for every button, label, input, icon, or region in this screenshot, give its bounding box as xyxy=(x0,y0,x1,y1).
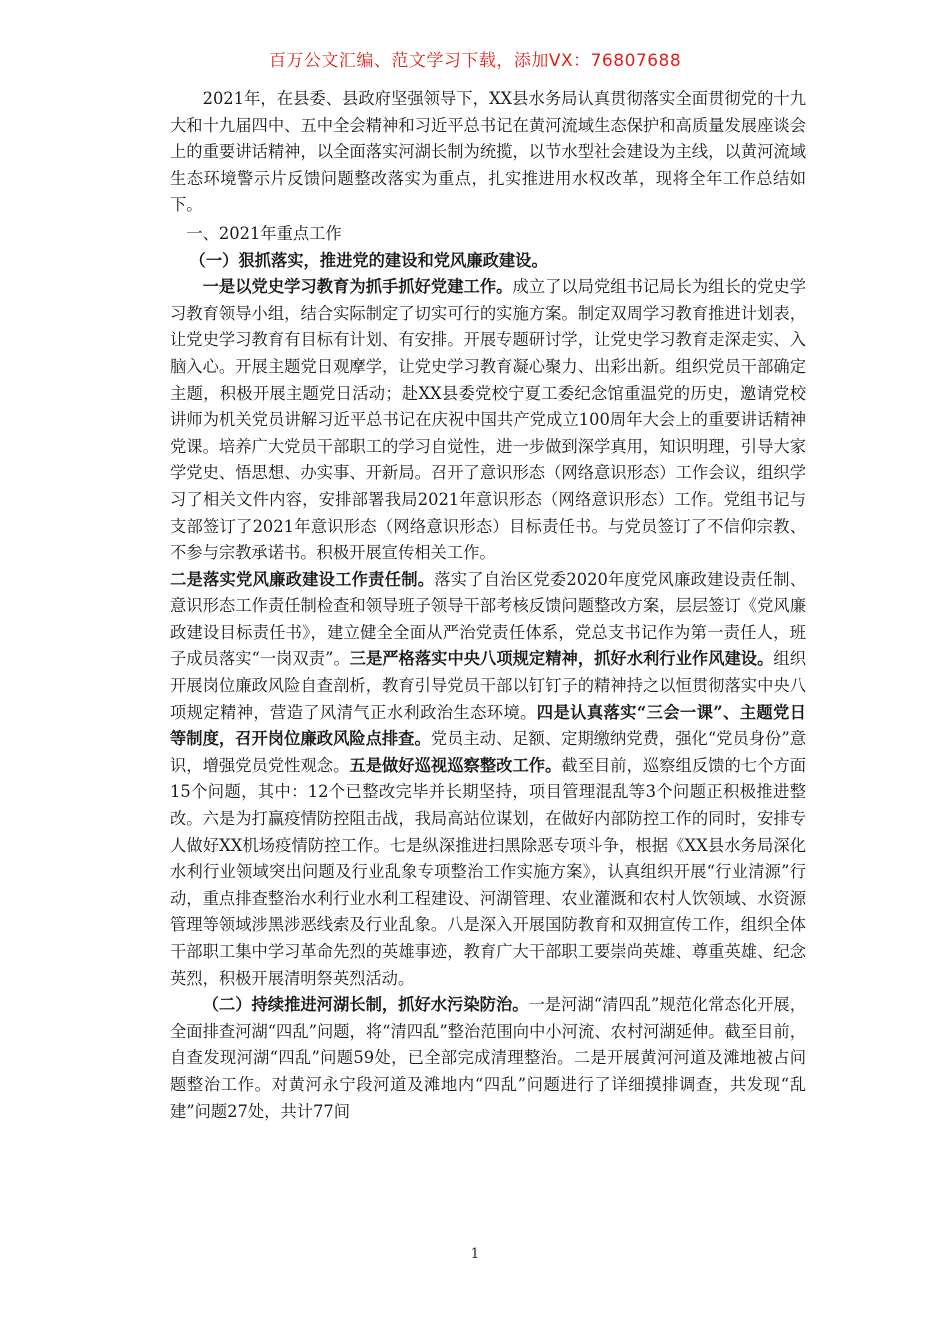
paragraph-lead: 一是以党史学习教育为抓手抓好党建工作。 xyxy=(202,277,513,297)
paragraph-text: 一是河湖“清四乱”规范化常态化开展，全面排查河湖“四乱”问题，将“清四乱”整治范围向中小河流、农村河湖延伸。截至目前，自查发现河湖“四乱”问题59处，已全部完成清理整治。二是开展黄河河道及滩地被占问题整治工作。对黄河永宁段河道及滩地内“四乱”问题进行了详细摸排调查，共发现“乱建”问题27处，共计77间 xyxy=(170,995,806,1121)
body-paragraph xyxy=(170,992,806,1125)
body-paragraph xyxy=(170,567,806,993)
header-banner: 百万公文汇编、范文学习下载，添加VX：76807688 xyxy=(268,51,682,71)
paragraph-lead: 四是认真落实“三会一课”、主题党日等制度，召开岗位廉政风险点排查。 xyxy=(170,702,806,749)
paragraph-lead: 二是落实党风廉政建设工作责任制。 xyxy=(170,569,435,589)
page-number: 1 xyxy=(470,1246,480,1262)
paragraph-text: 组织开展岗位廉政风险自查剖析，教育引导党员干部以钉钉子的精神持之以恒贯彻落实中央八项规定精神，营造了风清气正水利政治生态环境。 xyxy=(170,649,806,722)
subsection-heading: （一）狠抓落实，推进党的建设和党风廉政建设。 xyxy=(189,250,548,270)
paragraph-text: 党员主动、足额、定期缴纳党费，强化“党员身份”意识，增强党员党性观念。 xyxy=(170,729,806,775)
paragraph-text: 落实了自治区党委2020年度党风廉政建设责任制、意识形态工作责任制检查和领导班子领导干部考核反馈问题整改方案，层层签订《党风廉政建设目标责任书》，建立健全全面从严治党责任体系，党总支书记作为第一责任人，班子成员落实“一岗双责”。 xyxy=(170,569,806,669)
paragraph-text: 截至目前，巡察组反馈的七个方面15个问题，其中：12个已整改完毕并长期坚持，项目管理混乱等3个问题正积极推进整改。六是为打赢疫情防控阻击战，我局高站位谋划，在做好内部防控工作的同时，安排专人做好XX机场疫情防控工作。七是纵深推进扫黑除恶专项斗争，根据《XX县水务局深化水利行业领域突出问题及行业乱象专项整治工作实施方案》，认真组织开展“行业清源”行动，重点排查整治水利行业水利工程建设、河湖管理、农业灌溉和农村人饮领域、水资源管理等领域涉黑涉恶线索及行业乱象。八是深入开展国防教育和双拥宣传工作，组织全体干部职工集中学习革命先烈的英雄事迹，教育广大干部职工要崇尚英雄、尊重英雄、纪念英烈，积极开展清明祭英烈活动。 xyxy=(170,755,806,988)
subsection-heading-inline: （二）持续推进河湖长制，抓好水污染防治。 xyxy=(202,995,529,1015)
section-heading: 一、2021年重点工作 xyxy=(186,223,342,243)
intro-paragraph: 2021年，在县委、县政府坚强领导下，XX县水务局认真贯彻落实全面贯彻党的十九大和十九届四中、五中全会精神和习近平总书记在黄河流域生态保护和高质量发展座谈会上的重要讲话精神，以全面落实河湖长制为统揽，以节水型社会建设为主线，以黄河流域生态环境警示片反馈问题整改落实为重点，扎实推进用水权改革，现将全年工作总结如下。 xyxy=(170,89,806,215)
paragraph-lead: 五是做好巡视巡察整改工作。 xyxy=(349,755,562,775)
body-paragraph xyxy=(170,274,806,567)
paragraph-lead: 三是严格落实中央八项规定精神，抓好水利行业作风建设。 xyxy=(349,649,774,669)
paragraph-text: 成立了以局党组书记局长为组长的党史学习教育领导小组，结合实际制定了切实可行的实施方案。制定双周学习教育推进计划表，让党史学习教育有目标有计划、有安排。开展专题研讨学，让党史学习教育走深走实、入脑入心。开展主题党日观摩学，让党史学习教育凝心聚力、出彩出新。组织党员干部确定主题，积极开展主题党日活动；赴XX县委党校宁夏工委纪念馆重温党的历史，邀请党校讲师为机关党员讲解习近平总书记在庆祝中国共产党成立100周年大会上的重要讲话精神党课。培养广大党员干部职工的学习自觉性，进一步做到深学真用，知识明理，引导大家学党史、悟思想、办实事、开新局。召开了意识形态（网络意识形态）工作会议，组织学习了相关文件内容，安排部署我局2021年意识形态（网络意识形态）工作。党组书记与支部签订了2021年意识形态（网络意识形态）目标责任书。与党员签订了不信仰宗教、不参与宗教承诺书。积极开展宣传相关工作。 xyxy=(170,277,806,563)
document-body xyxy=(170,86,806,1125)
